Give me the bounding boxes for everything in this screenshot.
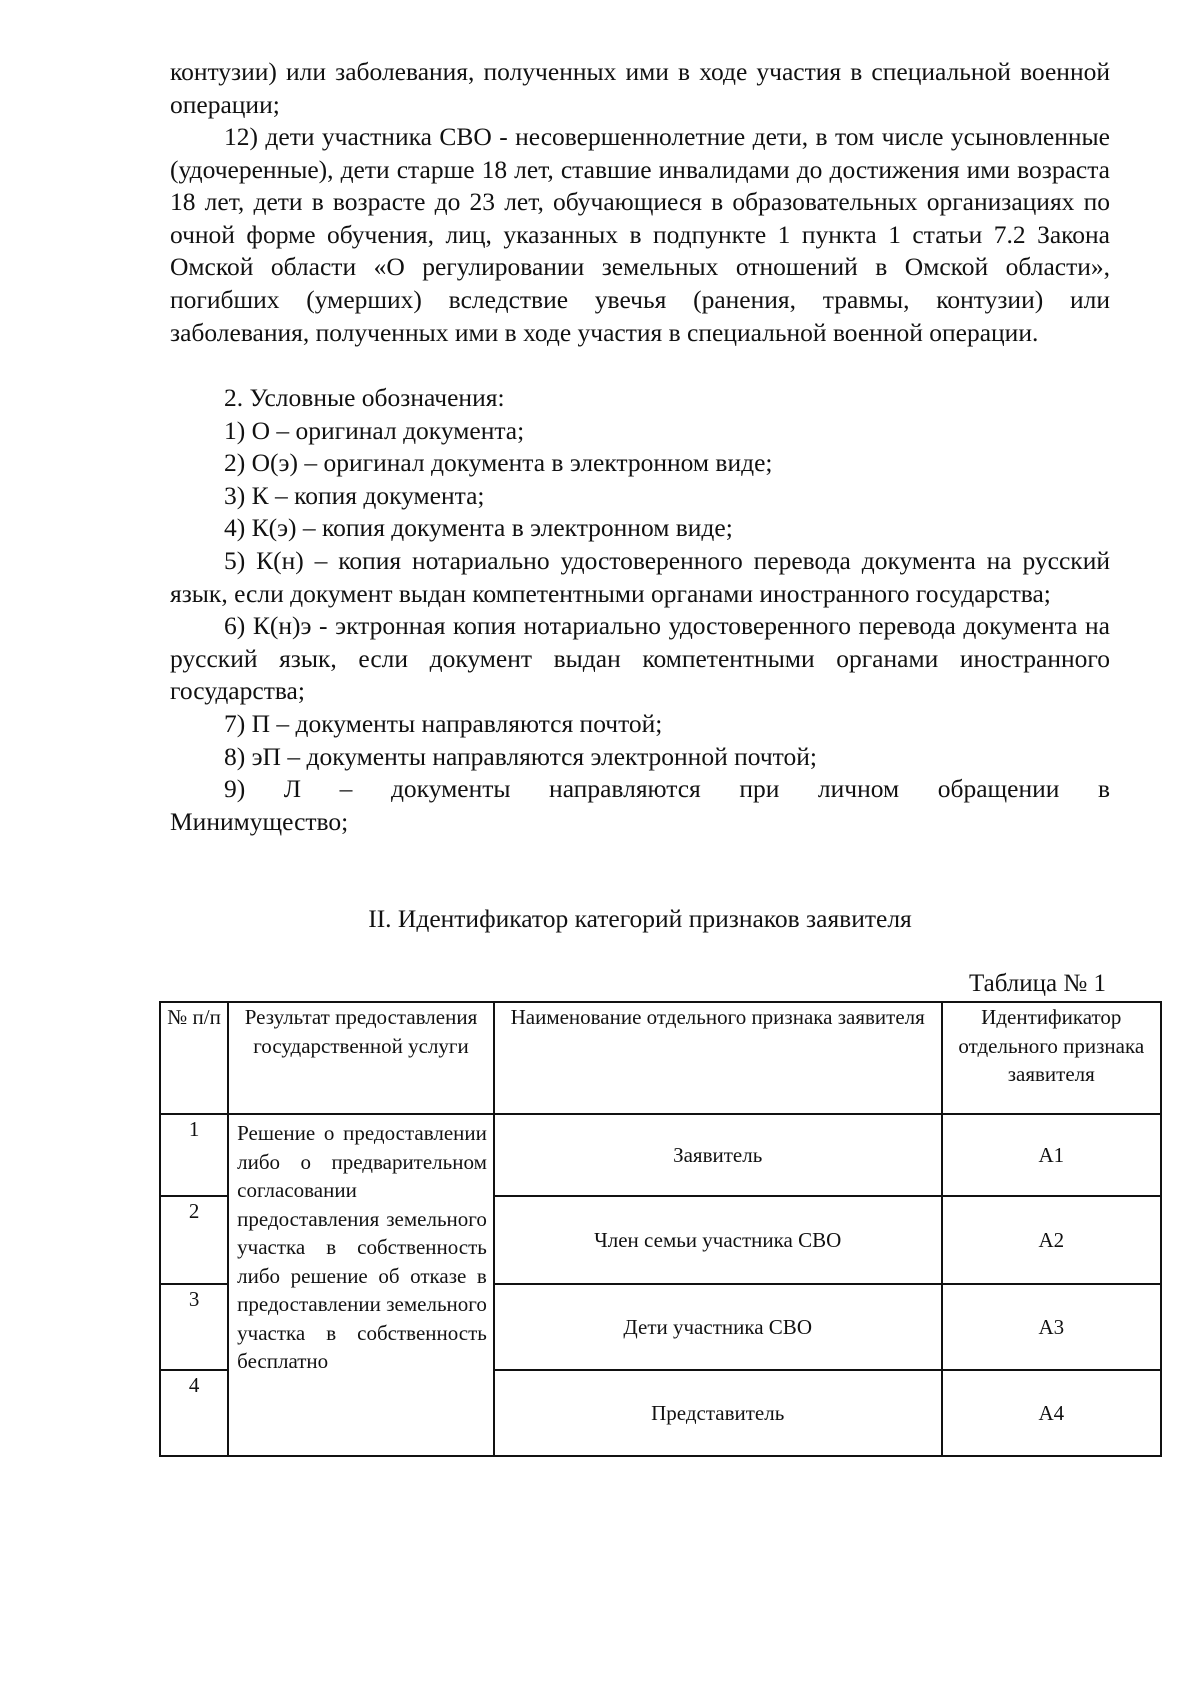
legend-item: 8) эП – документы направляются электронной почтой; bbox=[224, 741, 817, 771]
paragraph-continuation: контузии) или заболевания, полученных ими в ходе участия в специальной военной операции; bbox=[170, 57, 1110, 119]
table-header-row bbox=[160, 1002, 1161, 1114]
row-no: 2 bbox=[160, 1196, 228, 1284]
row-name: Заявитель bbox=[494, 1114, 942, 1196]
header-no: № п/п bbox=[160, 1002, 228, 1114]
row-no: 1 bbox=[160, 1114, 228, 1196]
result-cell: Решение о предоставлении либо о предварительном согласовании предоставления земельного участка в собственность либо решение об отказе в предоставлении земельного участка в собственность бесплатно bbox=[228, 1114, 494, 1456]
applicant-categories-table bbox=[159, 1001, 1162, 1457]
legend-item: 1) О – оригинал документа; bbox=[224, 415, 525, 445]
row-name: Член семьи участника СВО bbox=[494, 1196, 942, 1284]
legend-item: 9) Л – документы направляются при личном обращении в bbox=[224, 774, 1110, 804]
row-id: А2 bbox=[942, 1196, 1161, 1284]
row-name: Представитель bbox=[494, 1370, 942, 1456]
legend-heading: 2. Условные обозначения: bbox=[224, 383, 505, 412]
table-label: Таблица № 1 bbox=[968, 970, 1106, 997]
legend-item: 3) К – копия документа; bbox=[224, 480, 485, 510]
legend-item: 4) К(э) – копия документа в электронном виде; bbox=[224, 513, 733, 543]
table-row bbox=[160, 1114, 1161, 1196]
legend-item: Минимущество; bbox=[170, 806, 349, 836]
row-name: Дети участника СВО bbox=[494, 1284, 942, 1370]
row-id: А3 bbox=[942, 1284, 1161, 1370]
header-result: Результат предоставления государственной услуги bbox=[228, 1002, 494, 1114]
row-id: А4 bbox=[942, 1370, 1161, 1456]
paragraph-item-12: 12) дети участника СВО - несовершеннолетние дети, в том числе усыновленные (удочеренные), дети старше 18 лет, ставшие инвалидами до достижения ими возраста 18 лет, дети в возрасте до 23 лет, обучающиеся в образовательных организациях по очной форме обучения, лиц, указанных в подпункте 1 пункта 1 статьи 7.2 Закона Омской области «О регулировании земельных отношений в Омской области», погибших (умерших) вследствие увечья (ранения, травмы, контузии) или заболевания, полученных ими в ходе участия в специальной военной операции. bbox=[170, 122, 1110, 347]
header-id: Идентификатор отдельного признака заявителя bbox=[942, 1002, 1161, 1114]
legend-item: 7) П – документы направляются почтой; bbox=[224, 708, 663, 738]
row-no: 3 bbox=[160, 1284, 228, 1370]
row-no: 4 bbox=[160, 1370, 228, 1456]
legend-item: 2) О(э) – оригинал документа в электронном виде; bbox=[224, 448, 773, 478]
row-id: А1 bbox=[942, 1114, 1161, 1196]
legend-item: 6) К(н)э - эктронная копия нотариально удостоверенного перевода документа на русский язык, если документ выдан компетентными органами иностранного государства; bbox=[170, 611, 1110, 706]
section-title: II. Идентификатор категорий признаков заявителя bbox=[368, 904, 912, 933]
legend-item: 5) К(н) – копия нотариально удостоверенного перевода документа на русский язык, если документ выдан компетентными органами иностранного государства; bbox=[170, 545, 1110, 608]
header-name: Наименование отдельного признака заявителя bbox=[494, 1002, 942, 1114]
legend-block bbox=[170, 382, 1110, 838]
